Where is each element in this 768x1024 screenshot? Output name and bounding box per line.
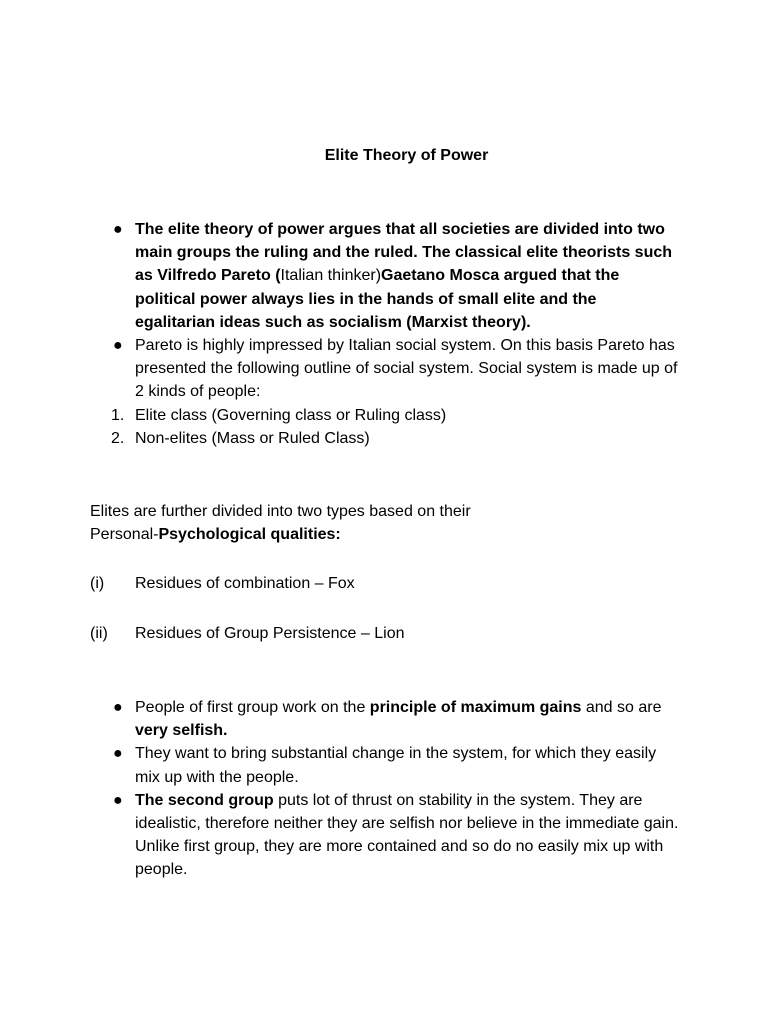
bullet-text: People of first group work on the (135, 699, 370, 716)
number-marker: 1. (111, 406, 125, 424)
roman-numeral: (ii) (90, 625, 108, 642)
list-item (0, 742, 680, 788)
paragraph-line: Elites are further divided into two types based on their (90, 503, 471, 520)
paragraph-bold: Psychological qualities: (158, 526, 341, 544)
bullet-text-bold: very selfish. (135, 722, 228, 740)
bullet-text: They want to bring substantial change in the system, for which they easily mix up with the people. (135, 745, 657, 786)
bullet-text-bold: Gaetano Mosca argued that the political power always lies in the hands of small elite and the egalitarian ideas such as socialism (Marxist theory). (135, 267, 620, 331)
intro-bullet-list (0, 218, 768, 450)
list-item (0, 696, 680, 742)
numbered-item (0, 427, 680, 450)
list-item (0, 789, 680, 882)
bullet-text: puts lot of thrust on stability in the system. They are idealistic, therefore neither they are selfish nor believe in the immediate gain. Unlike first group, they are more contained and so do no easily mix up with people. (135, 791, 679, 879)
roman-numeral: (i) (90, 575, 105, 592)
bullet-text-normal: Italian thinker) (280, 267, 382, 285)
group-bullet-list (0, 696, 768, 882)
list-item (0, 218, 680, 334)
bullet-text: and so are (581, 699, 662, 716)
paragraph-prefix: Personal- (90, 526, 159, 544)
numbered-text: Non-elites (Mass or Ruled Class) (135, 429, 370, 447)
page-title: Elite Theory of Power (324, 147, 489, 164)
bullet-text-bold: The elite theory of power argues that all societies are divided into two main groups the ruling and the ruled. The classical elite theorists such as Vilfredo Pareto ( (135, 221, 673, 285)
residue-text: Residues of Group Persistence – Lion (135, 625, 405, 642)
bullet-marker: ● (113, 791, 123, 809)
bullet-marker: ● (113, 745, 123, 763)
bullet-marker: ● (113, 337, 123, 355)
bullet-text-bold: The second group (135, 791, 274, 809)
bullet-text: Pareto is highly impressed by Italian social system. On this basis Pareto has presented the following outline of social system. Social system is made up of 2 kinds of people: (135, 337, 678, 401)
elites-paragraph (90, 500, 690, 546)
bullet-text-bold: principle of maximum gains (369, 699, 582, 716)
numbered-text: Elite class (Governing class or Ruling class) (135, 406, 447, 424)
residue-text: Residues of combination – Fox (135, 575, 355, 592)
numbered-item (0, 404, 680, 427)
bullet-marker: ● (113, 699, 123, 716)
bullet-marker: ● (113, 221, 123, 238)
list-item (0, 334, 680, 404)
number-marker: 2. (111, 429, 125, 447)
